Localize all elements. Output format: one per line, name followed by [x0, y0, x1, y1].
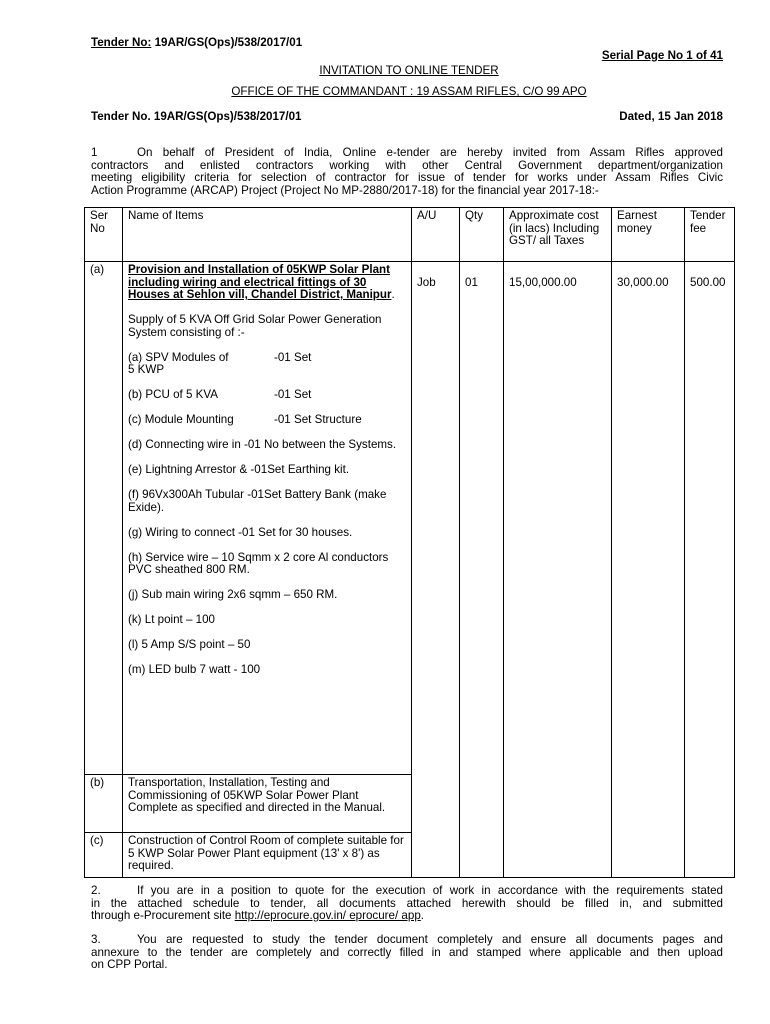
- tender-number-line: Tender No. 19AR/GS(Ops)/538/2017/01: [91, 110, 302, 123]
- row-a-cost: 15,00,000.00: [504, 262, 612, 878]
- serial-page: Serial Page No 1 of 41: [601, 49, 723, 62]
- list-item: (k) Lt point – 100: [128, 613, 216, 627]
- paragraph-1: 1 On behalf of President of India, Online e-tender are hereby invited from Assam Rifles approved contractors and enlisted contractors working with other Central Government department/organization meeting eligibility criteria for selection of contractor for issue of tender for works under Assam Rifles Civic Action Programme (ARCAP) Project (Project No MP-2880/2017-18) for the financial year 2017-18:-: [91, 146, 723, 197]
- row-c-ser: (c): [85, 833, 123, 878]
- tender-number-label: Tender No:: [91, 36, 152, 49]
- paragraph-3-number: 3.: [91, 933, 101, 946]
- row-b-ser: (b): [85, 775, 123, 833]
- list-item-continuation: 5 KWP: [128, 363, 165, 377]
- header-earnest-money: Earnest money: [612, 208, 685, 262]
- header-name-of-items: Name of Items: [123, 208, 412, 262]
- list-item: (j) Sub main wiring 2x6 sqmm – 650 RM.: [128, 588, 338, 602]
- table-header-row: [85, 208, 735, 262]
- list-item: (l) 5 Amp S/S point – 50: [128, 638, 251, 652]
- header-au: A/U: [412, 208, 460, 262]
- list-item: (a) SPV Modules of -01 Set: [128, 350, 312, 364]
- header-approx-cost: Approximate cost (in lacs) Including GST/ all Taxes: [504, 208, 612, 262]
- list-item: (g) Wiring to connect -01 Set for 30 houses.: [128, 525, 353, 539]
- row-a-qty: 01: [460, 262, 504, 878]
- tender-items-table: [84, 207, 735, 878]
- supply-text: Supply of 5 KVA Off Grid Solar Power Generation System consisting of :-: [128, 313, 382, 339]
- header-qty: Qty: [460, 208, 504, 262]
- list-item: (b) PCU of 5 KVA -01 Set: [128, 388, 312, 402]
- tender-number-header: [91, 37, 302, 50]
- date-line: Dated, 15 Jan 2018: [619, 110, 723, 123]
- table-row: [85, 262, 735, 775]
- row-a-description: Provision and Installation of 05KWP Solar Plant including wiring and electrical fittings of 30 Houses at Sehlon vill, Chandel District, Manipur. Supply of 5 KVA Off Grid Solar Power Generation System consisting of :- (a) SPV Modules of -01 Set 5 KWP (b) PCU of 5 KVA -01 Set (c) Module Mounting -01 Set Structure (d) Connecting wire in -01 No between the Systems. (e) Lightning Arrestor & -01Set Earthing kit. (f) 96Vx300Ah Tubular -01Set Battery Bank (make Exide). (g) Wiring to connect -01 Set for 30 houses. (h) Service wire – 10 Sqmm x 2 core Al conductors PVC sheathed 800 RM. (j) Sub main wiring 2x6 sqmm – 650 RM. (k) Lt point – 100 (l) 5 Amp S/S point – 50 (m) LED bulb 7 watt - 100: [123, 262, 412, 775]
- list-item: (c) Module Mounting -01 Set Structure: [128, 413, 362, 427]
- row-a-fee: 500.00: [685, 262, 735, 878]
- paragraph-2-number: 2.: [91, 884, 101, 897]
- list-item: (h) Service wire – 10 Sqmm x 2 core Al conductors PVC sheathed 800 RM.: [128, 550, 389, 577]
- paragraph-3: 3. You are requested to study the tender document completely and ensure all documents pages and annexure to the tender are completely and correctly filled in and stamped where applicable and then upload on CPP Portal.: [91, 933, 723, 972]
- eprocure-link[interactable]: http://eprocure.gov.in/ eprocure/ app: [234, 909, 421, 923]
- row-c-description: Construction of Control Room of complete suitable for 5 KWP Solar Power Plant equipment (13' x 8') as required.: [123, 833, 412, 878]
- paragraph-2: 2. If you are in a position to quote for the execution of work in accordance with the requirements stated in the attached schedule to tender, all documents attached herewith should be filled in, and submitted through e-Procurement site http://eprocure.gov.in/ eprocure/ app.: [91, 884, 723, 923]
- header-tender-fee: Tender fee: [685, 208, 735, 262]
- row-a-au: Job: [412, 262, 460, 878]
- paragraph-1-number: 1: [91, 146, 98, 159]
- row-a-title: Provision and Installation of 05KWP Solar Plant including wiring and electrical fittings of 30 Houses at Sehlon vill, Chandel District, Manipur: [128, 263, 392, 302]
- tender-number-value: 19AR/GS(Ops)/538/2017/01: [151, 36, 303, 49]
- row-b-description: Transportation, Installation, Testing and Commissioning of 05KWP Solar Power Plant Complete as specified and directed in the Manual.: [123, 775, 412, 833]
- list-item: (d) Connecting wire in -01 No between the Systems.: [128, 438, 397, 452]
- invitation-title: INVITATION TO ONLINE TENDER: [319, 64, 499, 77]
- office-title: OFFICE OF THE COMMANDANT : 19 ASSAM RIFLES, C/O 99 APO: [231, 85, 587, 98]
- row-a-earnest: 30,000.00: [612, 262, 685, 878]
- list-item: (f) 96Vx300Ah Tubular -01Set Battery Bank (make Exide).: [128, 488, 387, 514]
- header-ser-no: Ser No: [85, 208, 123, 262]
- list-item: (e) Lightning Arrestor & -01Set Earthing kit.: [128, 463, 350, 477]
- list-item: (m) LED bulb 7 watt - 100: [128, 663, 261, 677]
- row-a-ser: (a): [85, 262, 123, 775]
